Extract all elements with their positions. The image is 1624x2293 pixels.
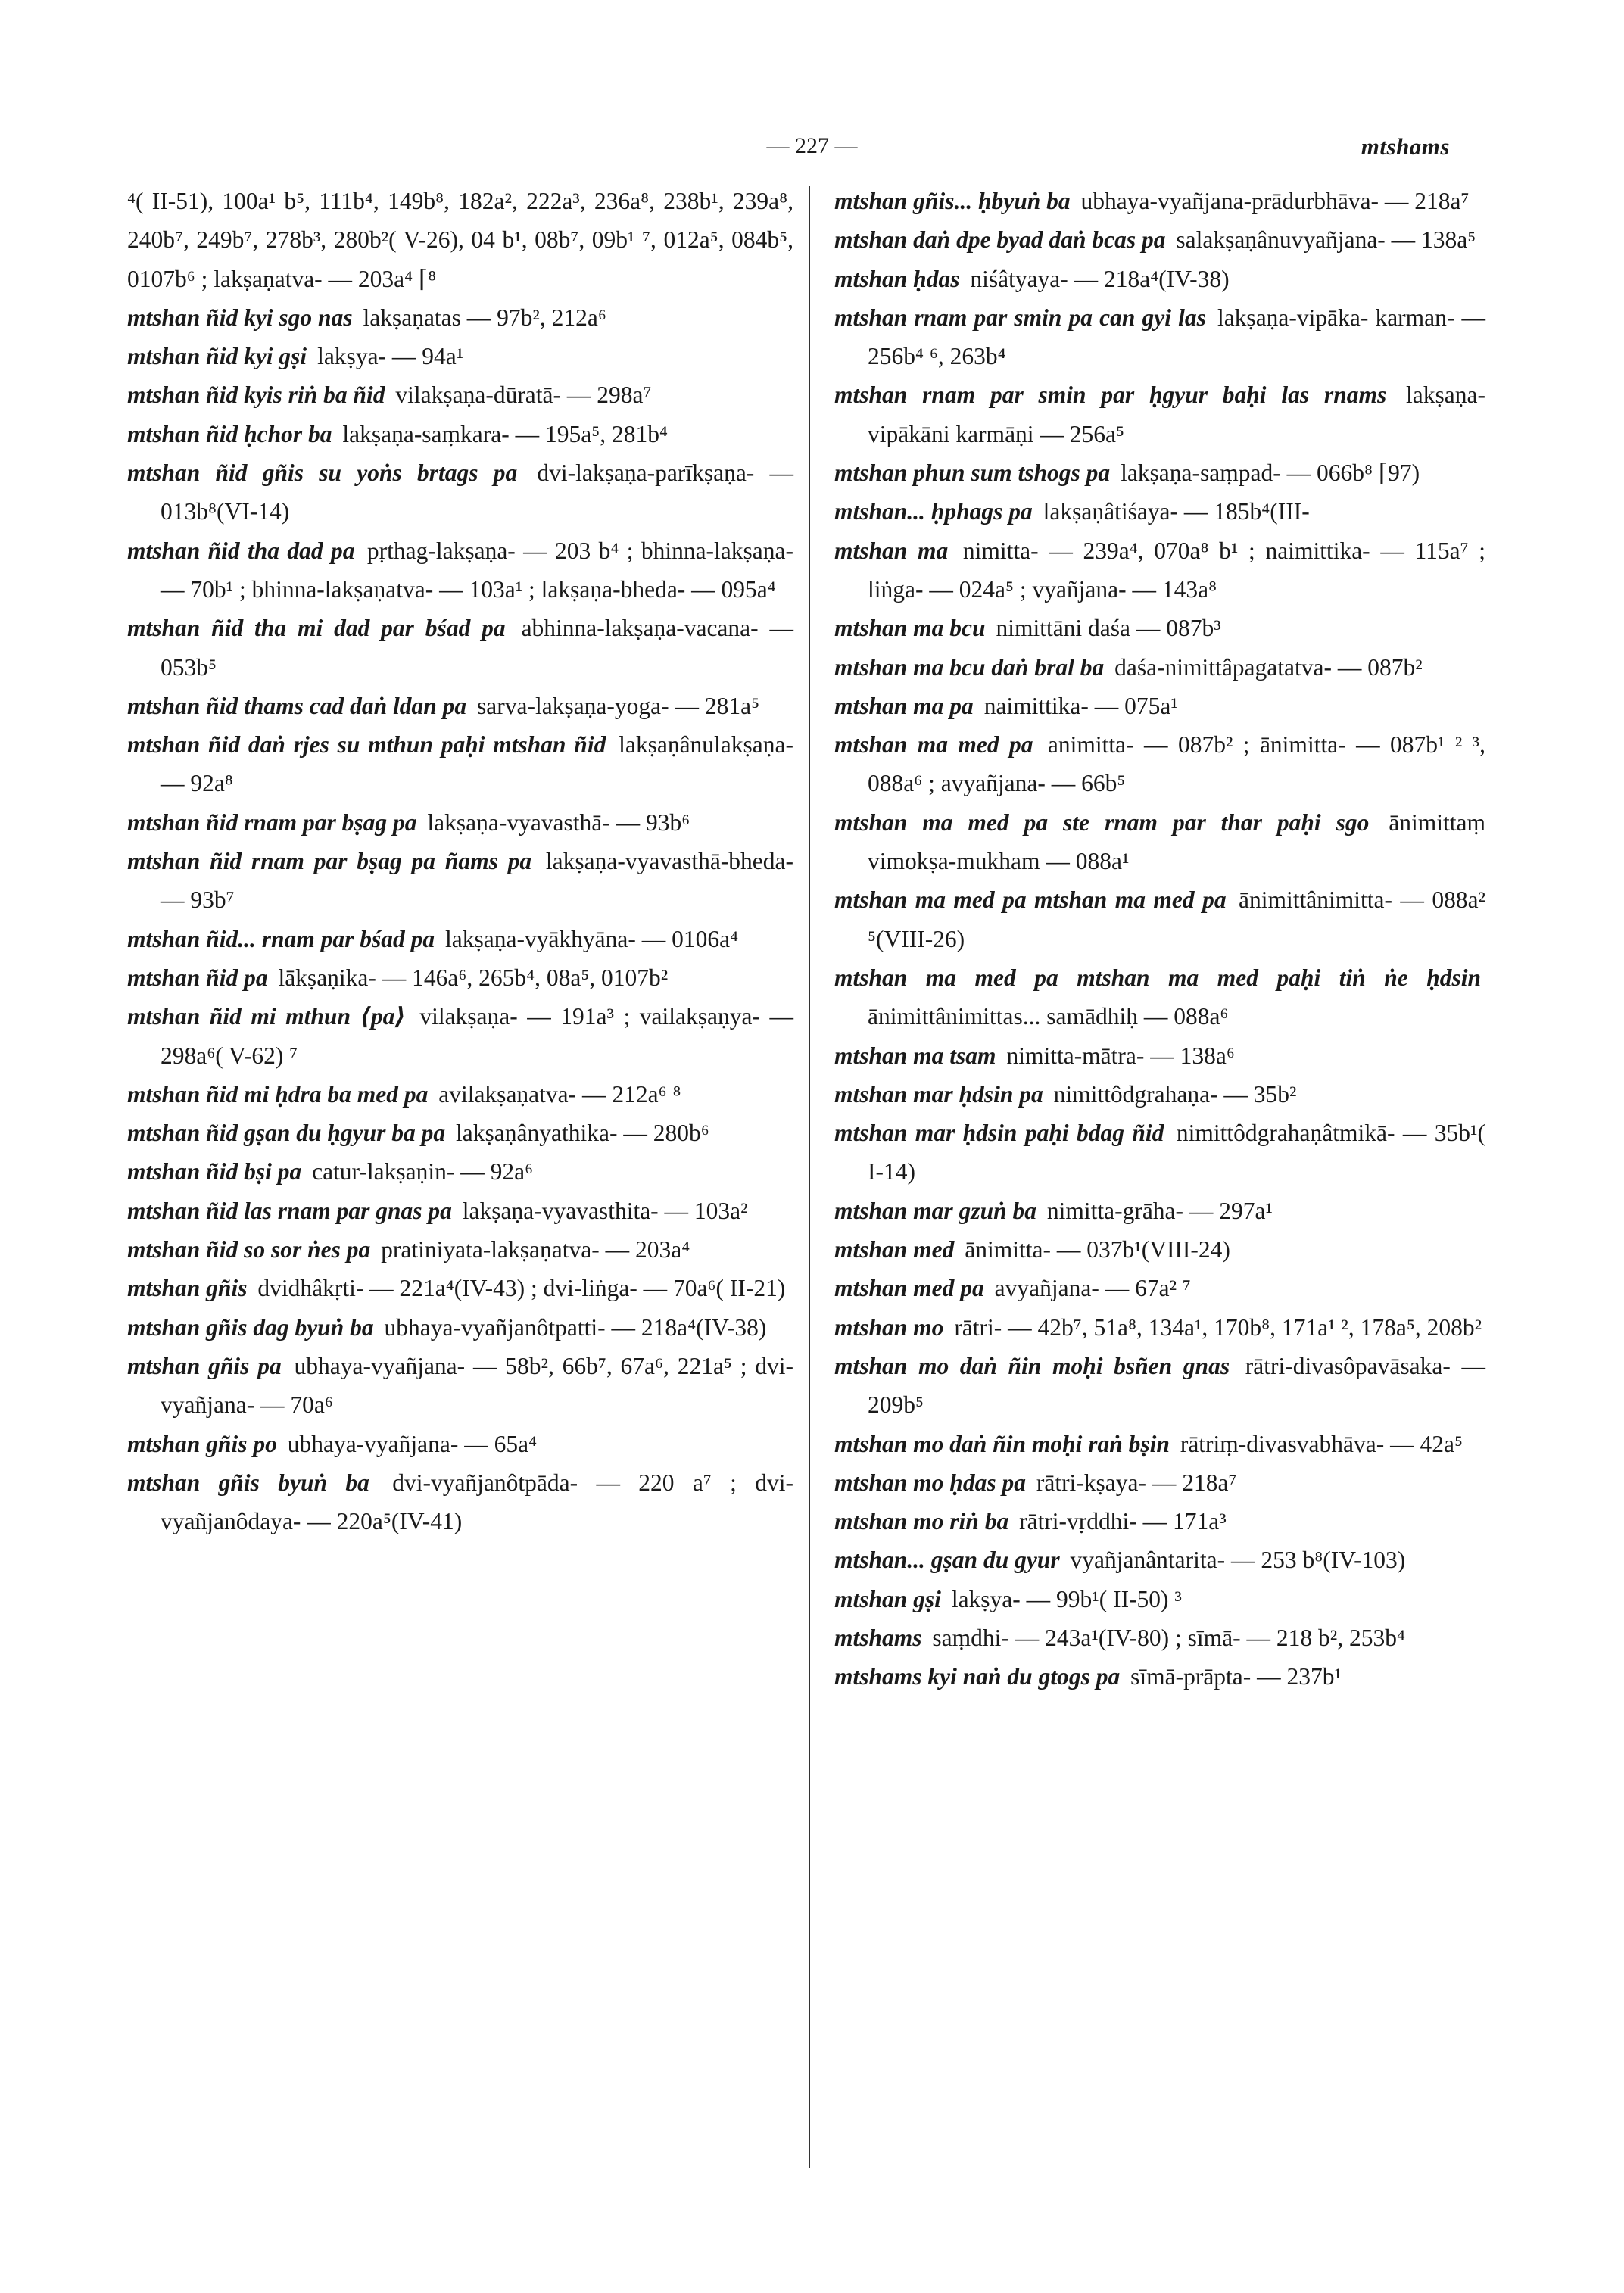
dictionary-entry [834,375,1485,453]
entry-definition: lakṣya- — 99b¹( II-50) ³ [951,1585,1182,1612]
dictionary-entry [127,1308,793,1347]
entry-definition: rātri-vṛddhi- — 171a³ [1019,1508,1227,1535]
dictionary-entry [834,298,1485,376]
entry-definition: pṛthag-lakṣaṇa- — 203 b⁴ ; bhinna-lakṣaṇa- — 70b¹ ; bhinna-lakṣaṇatva- — 103a¹ ; lakṣaṇa-bheda- — 095a⁴ [161,537,793,603]
dictionary-entry [834,1618,1485,1657]
entry-definition: dvidhâkṛti- — 221a⁴(IV-43) ; dvi-liṅga- — 70a⁶( II-21) [257,1275,786,1302]
entry-headword: mtshan ma med pa mtshan ma med pa [834,886,1227,914]
dictionary-entry [834,1463,1485,1502]
entry-headword: mtshan... ḥphags pa [834,498,1033,525]
entry-definition: ubhaya-vyañjana- — 65a⁴ [287,1430,538,1457]
entry-definition: abhinna-lakṣaṇa-vacana- — 053b⁵ [161,615,793,681]
entry-definition: ānimittânimitta- — 088a² ⁵(VIII-26) [868,886,1485,952]
entry-definition: avilakṣaṇatva- — 212a⁶ ⁸ [438,1080,681,1108]
entry-headword: mtshan mo riṅ ba [834,1508,1009,1535]
entry-headword: mtshan ñid daṅ rjes su mthun paḥi mtshan ñid [127,731,606,759]
entry-headword: mtshan ñid thams cad daṅ ldan pa [127,692,467,719]
entry-headword: mtshams [834,1624,922,1651]
entry-headword: mtshan mar ḥdsin paḥi bdag ñid [834,1120,1164,1147]
entry-definition: lakṣaṇânyathika- — 280b⁶ [456,1120,709,1147]
entry-definition: nimittôdgrahaṇa- — 35b² [1053,1080,1297,1108]
right-entry-list [834,182,1485,1696]
dictionary-entry [834,880,1485,958]
entry-definition: daśa-nimittâpagatatva- — 087b² [1114,653,1423,681]
entry-headword: mtshan gṣi [834,1585,941,1612]
entry-definition: nimittāni daśa — 087b³ [996,615,1221,642]
dictionary-entry [834,609,1485,647]
entry-definition: dvi-vyañjanôtpāda- — 220 a⁷ ; dvi-vyañjanôdaya- — 220a⁵(IV-41) [161,1469,793,1535]
entry-definition: lakṣaṇa-vyavasthā- — 93b⁶ [427,808,690,836]
entry-headword: mtshan daṅ dpe byad daṅ bcas pa [834,226,1166,254]
entry-headword: mtshan gñis pa [127,1352,282,1379]
entry-headword: mtshan ñid tha dad pa [127,537,355,564]
dictionary-entry [127,1347,793,1425]
entry-definition: lakṣaṇa-saṃkara- — 195a⁵, 281b⁴ [342,420,668,447]
entry-definition: nimitta- — 239a⁴, 070a⁸ b¹ ; naimittika- — 115a⁷ ; liṅga- — 024a⁵ ; vyañjana- — 143a⁸ [868,537,1485,603]
entry-definition: lakṣaṇa-vipāka- karman- — 256b⁴ ⁶, 263b⁴ [868,304,1486,370]
dictionary-entry [834,1308,1485,1347]
entry-headword: mtshan mo daṅ ñin moḥi raṅ bṣin [834,1430,1170,1457]
entry-definition: lākṣaṇika- — 146a⁶, 265b⁴, 08a⁵, 0107b² [278,964,669,991]
dictionary-entry [127,997,793,1075]
entry-definition: ānimittânimittas... samādhiḥ — 088a⁶ [868,1003,1229,1030]
entry-headword: mtshan ñid bṣi pa [127,1158,302,1185]
dictionary-entry [834,803,1485,881]
entry-headword: mtshan gñis [127,1275,248,1302]
entry-definition: nimitta-mātra- — 138a⁶ [1006,1042,1235,1069]
dictionary-entry [127,1230,793,1269]
entry-definition: saṃdhi- — 243a¹(IV-80) ; sīmā- — 218 b², 253b⁴ [932,1624,1405,1651]
entry-headword: mtshan mo ḥdas pa [834,1469,1026,1496]
dictionary-entry [834,1541,1485,1579]
entry-definition: niśâtyaya- — 218a⁴(IV-38) [970,265,1230,292]
entry-headword: mtshan ma med pa ste rnam par thar paḥi sgo [834,808,1370,836]
dictionary-entry [127,609,793,687]
entry-definition: sīmā-prāpta- — 237b¹ [1130,1663,1342,1690]
entry-definition: vyañjanântarita- — 253 b⁸(IV-103) [1070,1547,1406,1574]
entry-definition: rātri- — 42b⁷, 51a⁸, 134a¹, 170b⁸, 171a¹ ², 178a⁵, 208b² [954,1313,1482,1341]
entry-definition: salakṣaṇânuvyañjana- — 138a⁵ [1176,226,1476,254]
dictionary-entry [127,958,793,997]
entry-headword: mtshan... gṣan du gyur [834,1547,1060,1574]
dictionary-entry [834,1075,1485,1114]
entry-headword: mtshan ñid... rnam par bśad pa [127,925,435,952]
dictionary-entry [834,220,1485,259]
entry-definition: lakṣaṇâtiśaya- — 185b⁴(III- [1043,498,1310,525]
dictionary-entry [834,260,1485,298]
dictionary-entry [127,375,793,414]
dictionary-entry [834,1114,1485,1192]
page-number: — 227 — [766,133,858,158]
right-column [834,182,1485,1696]
entry-definition: dvi-lakṣaṇa-parīkṣaṇa- — 013b⁸(VI-14) [161,460,794,525]
dictionary-entry [127,803,793,842]
entry-headword: mtshan ma med pa [834,731,1033,759]
entry-definition: ubhaya-vyañjanôtpatti- — 218a⁴(IV-38) [384,1313,767,1341]
dictionary-entry [834,648,1485,687]
dictionary-entry [834,1502,1485,1541]
dictionary-entry [127,453,793,531]
dictionary-entry [127,1075,793,1114]
entry-headword: mtshan ñid kyis riṅ ba ñid [127,382,385,409]
entry-headword: mtshan ñid tha mi dad par bśad pa [127,615,506,642]
entry-headword: mtshan ma med pa mtshan ma med paḥi tiṅ ṅe ḥdsin [834,964,1481,991]
dictionary-entry [834,687,1485,725]
dictionary-entry [834,958,1485,1036]
dictionary-entry [834,1580,1485,1618]
entry-definition: vilakṣaṇa-dūratā- — 298a⁷ [395,382,652,409]
entry-headword: mtshan ñid las rnam par gnas pa [127,1197,452,1224]
dictionary-entry [834,1347,1485,1425]
entry-headword: mtshan med pa [834,1275,984,1302]
dictionary-entry [834,453,1485,492]
dictionary-entry [127,415,793,453]
column-divider [809,186,810,2168]
entry-headword: mtshan ñid kyi gṣi [127,343,307,370]
entry-definition: lakṣaṇatas — 97b², 212a⁶ [363,304,606,331]
entry-headword: mtshan ma pa [834,692,974,719]
dictionary-entry [127,1463,793,1541]
page-header [0,133,1624,164]
dictionary-entry [127,1192,793,1230]
entry-headword: mtshan ñid rnam par bṣag pa ñams pa [127,848,532,875]
entry-definition: naimittika- — 075a¹ [983,692,1178,719]
entry-definition: lakṣaṇa-saṃpad- — 066b⁸ ⌈97) [1121,460,1420,487]
dictionary-entry [127,298,793,337]
entry-headword: mtshan gñis po [127,1430,277,1457]
dictionary-entry [834,1657,1485,1696]
entry-definition: catur-lakṣaṇin- — 92a⁶ [312,1158,534,1185]
left-entry-list [127,298,793,1541]
dictionary-entry [127,687,793,725]
entry-definition: nimitta-grāha- — 297a¹ [1046,1197,1273,1224]
entry-definition: ubhaya-vyañjana-prādurbhāva- — 218a⁷ [1080,188,1470,214]
dictionary-entry [834,1192,1485,1230]
entry-headword: mtshan ḥdas [834,265,960,292]
dictionary-entry [834,492,1485,531]
dictionary-entry [127,1269,793,1307]
entry-headword: mtshan rnam par smin par ḥgyur baḥi las rnams [834,382,1387,409]
dictionary-entry [834,1230,1485,1269]
entry-definition: ānimitta- — 037b¹(VIII-24) [965,1236,1230,1263]
entry-headword: mtshan gñis byuṅ ba [127,1469,369,1496]
entry-definition: ubhaya-vyañjana- — 58b², 66b⁷, 67a⁶, 221a⁵ ; dvi-vyañjana- — 70a⁶ [161,1352,794,1419]
entry-headword: mtshan ñid ḥchor ba [127,420,332,447]
entry-headword: mtshan mar gzuṅ ba [834,1197,1036,1224]
entry-headword: mtshan mar ḥdsin pa [834,1080,1043,1108]
entry-headword: mtshan phun sum tshogs pa [834,460,1111,487]
entry-headword: mtshan ma tsam [834,1042,996,1069]
entry-definition: lakṣaṇa-vipākāni karmāṇi — 256a⁵ [868,382,1485,447]
entry-definition: sarva-lakṣaṇa-yoga- — 281a⁵ [477,692,760,719]
dictionary-entry [834,1036,1485,1075]
dictionary-entry [127,337,793,375]
entry-headword: mtshan ma [834,537,949,564]
dictionary-entry [127,1152,793,1191]
entry-headword: mtshan gñis dag byuṅ ba [127,1313,374,1341]
dictionary-entry [127,725,793,803]
dictionary-entry [834,725,1485,803]
entry-definition: rātri-divasôpavāsaka- — 209b⁵ [868,1352,1486,1419]
entry-headword: mtshan med [834,1236,955,1263]
dictionary-entry [834,1269,1485,1307]
entry-definition: vilakṣaṇa- — 191a³ ; vailakṣaṇya- — 298a⁶( V-62) ⁷ [161,1003,793,1069]
entry-definition: lakṣaṇânulakṣaṇa- — 92a⁸ [161,731,793,797]
entry-headword: mtshan gñis... ḥbyuṅ ba [834,188,1071,214]
entry-headword: mtshan ñid rnam par bṣag pa [127,808,417,836]
entry-headword: mtshan mo daṅ ñin moḥi bsñen gnas [834,1352,1230,1379]
dictionary-entry [127,842,793,920]
dictionary-entry [834,531,1485,609]
entry-definition: nimittôdgrahaṇâtmikā- — 35b¹( I-14) [868,1120,1485,1185]
entry-headword: mtshan ma bcu daṅ bral ba [834,653,1105,681]
entry-headword: mtshan mo [834,1313,944,1341]
entry-definition: lakṣaṇa-vyavasthita- — 103a² [462,1197,748,1224]
entry-headword: mtshan ñid gṣan du ḥgyur ba pa [127,1120,446,1147]
entry-headword: mtshan ma bcu [834,615,986,642]
continued-entry: ⁴( II-51), 100a¹ b⁵, 111b⁴, 149b⁸, 182a², 222a³, 236a⁸, 238b¹, 239a⁸, 240b⁷, 249b⁷, 278b³, 280b²( V-26), 04 b¹, 08b⁷, 09b¹ ⁷, 012a⁵, 084b⁵, 0107b⁶ ; lakṣaṇatva- — 203a⁴ ⌈⁸ [127,188,793,292]
entry-headword: mtshams kyi naṅ du gtogs pa [834,1663,1121,1690]
dictionary-entry [127,1114,793,1152]
entry-definition: animitta- — 087b² ; ānimitta- — 087b¹ ² ³, 088a⁶ ; avyañjana- — 66b⁵ [868,731,1485,797]
dictionary-entry [127,920,793,958]
entry-headword: mtshan ñid mi ḥdra ba med pa [127,1080,429,1108]
dictionary-entry [834,182,1485,220]
dictionary-entry [834,1425,1485,1463]
entry-definition: avyañjana- — 67a² ⁷ [994,1275,1191,1302]
entry-headword: mtshan ñid kyi sgo nas [127,304,353,331]
entry-headword: mtshan rnam par smin pa can gyi las [834,304,1206,331]
entry-definition: lakṣaṇa-vyavasthā-bheda- — 93b⁷ [161,848,793,914]
entry-headword: mtshan ñid pa [127,964,268,991]
entry-definition: rātri-kṣaya- — 218a⁷ [1036,1469,1237,1496]
left-column [127,182,793,1541]
running-head: mtshams [1361,133,1450,160]
dictionary-entry [127,531,793,609]
entry-headword: mtshan ñid gñis su yoṅs brtags pa [127,460,518,487]
entry-headword: mtshan ñid so sor ṅes pa [127,1236,371,1263]
entry-headword: mtshan ñid mi mthun ⟨pa⟩ [127,1003,406,1030]
entry-definition: ānimittaṃ vimokṣa-mukham — 088a¹ [868,808,1486,875]
entry-definition: pratiniyata-lakṣaṇatva- — 203a⁴ [381,1236,690,1263]
entry-definition: rātriṃ-divasvabhāva- — 42a⁵ [1180,1430,1463,1457]
entry-definition: lakṣya- — 94a¹ [317,343,464,370]
entry-definition: lakṣaṇa-vyākhyāna- — 0106a⁴ [445,925,739,952]
dictionary-entry [127,1425,793,1463]
